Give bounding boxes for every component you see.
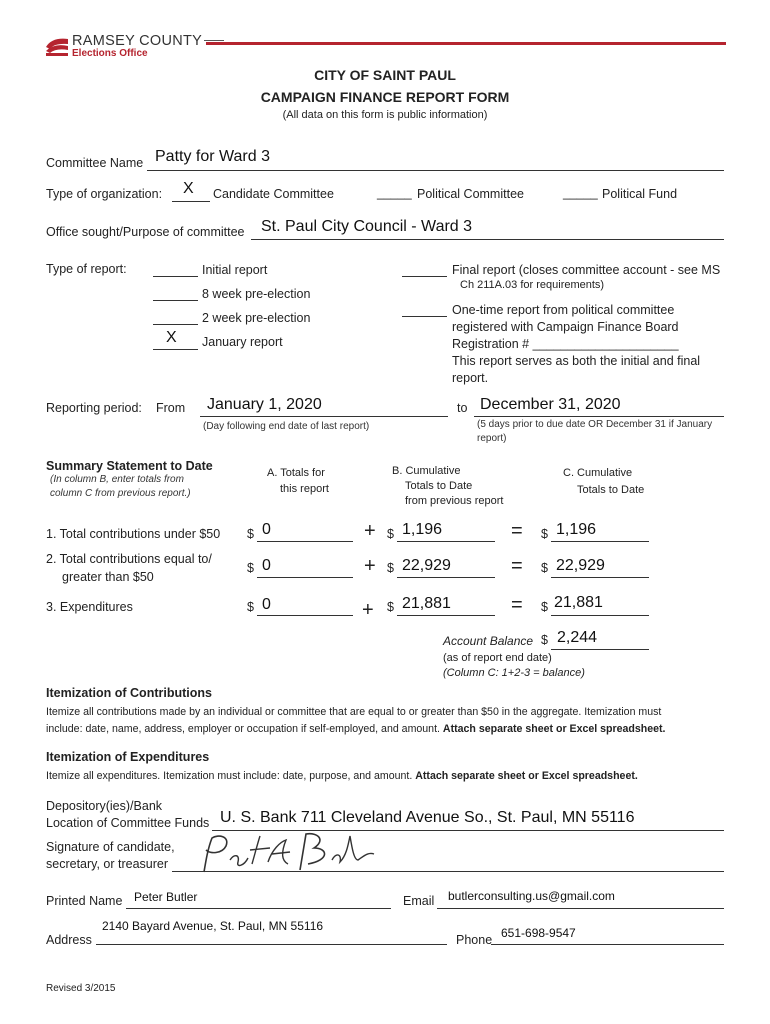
balance-note-1: (as of report end date) <box>443 652 552 664</box>
initial-report-label: Initial report <box>202 263 268 277</box>
row-1-b-value[interactable]: 1,196 <box>402 521 443 538</box>
expenditures-text <box>46 770 638 782</box>
from-label: From <box>156 401 186 415</box>
onetime-report-blank[interactable] <box>402 316 447 317</box>
row-2-label: 2. Total contributions equal to/ <box>46 552 212 566</box>
header-red-bar <box>206 42 726 45</box>
registration-number[interactable]: Registration # _____________________ <box>452 337 679 351</box>
row-2-c-line <box>551 577 649 578</box>
row-2-a-currency: $ <box>247 561 254 575</box>
final-report-blank[interactable] <box>402 276 447 277</box>
row-1-b-line <box>397 541 495 542</box>
signature-label: Signature of candidate, <box>46 840 175 854</box>
email-line <box>437 908 724 909</box>
row-3-b-line <box>397 615 495 616</box>
eight-week-label: 8 week pre-election <box>202 287 311 301</box>
row-1-plus: + <box>364 520 376 542</box>
from-date-line <box>200 416 448 417</box>
office-sought-label: Office sought/Purpose of committee <box>46 225 245 239</box>
from-date-value[interactable]: January 1, 2020 <box>207 396 322 413</box>
depository-label: Depository(ies)/Bank <box>46 799 163 813</box>
row-1-b-currency: $ <box>387 527 394 541</box>
onetime-line-5: report. <box>452 371 489 385</box>
email-value[interactable]: butlerconsulting.us@gmail.com <box>448 889 615 903</box>
row-1-a-value[interactable]: 0 <box>262 521 271 538</box>
email-label: Email <box>403 894 435 908</box>
row-1-label: 1. Total contributions under $50 <box>46 527 221 541</box>
phone-value[interactable]: 651-698-9547 <box>501 926 576 940</box>
signature-label-2: secretary, or treasurer <box>46 857 169 871</box>
account-balance-line <box>551 649 649 650</box>
printed-name-line <box>126 908 391 909</box>
column-a-header: A. Totals for <box>267 467 325 479</box>
row-1-a-line <box>257 541 353 542</box>
row-2-b-value[interactable]: 22,929 <box>402 557 451 574</box>
row-1-c-line <box>551 541 649 542</box>
contributions-attach-note: Attach separate sheet or Excel spreadsheet. <box>442 723 666 735</box>
balance-note-2: (Column C: 1+2-3 = balance) <box>443 667 585 679</box>
contributions-heading: Itemization of Contributions <box>46 686 212 700</box>
organization-type-label: Type of organization: <box>46 187 163 201</box>
row-2-b-currency: $ <box>387 561 394 575</box>
row-3-a-line <box>257 615 353 616</box>
row-1-equals: = <box>511 520 523 542</box>
two-week-blank[interactable] <box>153 324 198 325</box>
row-3-equals: = <box>511 594 523 616</box>
row-3-c-value[interactable]: 21,881 <box>554 594 603 611</box>
row-3-label: 3. Expenditures <box>46 600 133 614</box>
county-subtitle: Elections Office <box>72 48 148 59</box>
row-2-c-value[interactable]: 22,929 <box>556 557 605 574</box>
political-committee-blank[interactable]: _____ <box>377 186 412 200</box>
row-2-a-value[interactable]: 0 <box>262 557 271 574</box>
summary-title: Summary Statement to Date <box>46 459 213 473</box>
column-b-header-3: from previous report <box>405 495 504 507</box>
row-2-plus: + <box>364 555 376 577</box>
expenditures-attach-note: Attach separate sheet or Excel spreadsheet. <box>415 770 638 782</box>
column-b-header-2: Totals to Date <box>405 480 473 492</box>
phone-line <box>491 944 724 945</box>
row-2-a-line <box>257 577 353 578</box>
printed-name-value[interactable]: Peter Butler <box>134 890 198 904</box>
to-note-2: report) <box>477 433 507 444</box>
final-report-note: Ch 211A.03 for requirements) <box>460 279 605 291</box>
contributions-text-1: Itemize all contributions made by an individual or committee that are equal to or greater than $50 in the aggregate. Itemization must <box>46 706 662 718</box>
report-type-label: Type of report: <box>46 262 127 276</box>
row-3-c-currency: $ <box>541 600 548 614</box>
two-week-label: 2 week pre-election <box>202 311 311 325</box>
phone-label: Phone <box>456 933 493 947</box>
final-report-label: Final report (closes committee account - see MS <box>452 263 721 277</box>
to-label: to <box>457 401 468 415</box>
from-note: (Day following end date of last report) <box>203 421 370 432</box>
account-balance-label: Account Balance <box>443 634 534 648</box>
revision-note: Revised 3/2015 <box>46 983 116 994</box>
row-2-label-2: greater than $50 <box>62 570 154 584</box>
form-subtitle: (All data on this form is public information) <box>282 109 488 121</box>
initial-report-blank[interactable] <box>153 276 198 277</box>
account-balance-value[interactable]: 2,244 <box>557 629 598 646</box>
office-sought-value[interactable]: St. Paul City Council - Ward 3 <box>261 218 473 235</box>
committee-name-line <box>147 170 724 171</box>
candidate-committee-mark[interactable]: X <box>183 180 194 197</box>
account-balance-currency: $ <box>541 633 548 647</box>
row-1-c-currency: $ <box>541 527 548 541</box>
candidate-committee-blank <box>172 201 210 202</box>
ramsey-county-logo-icon <box>44 35 70 57</box>
onetime-line-1: One-time report from political committee <box>452 303 675 317</box>
row-2-equals: = <box>511 555 523 577</box>
column-c-header: C. Cumulative <box>563 467 633 479</box>
form-title-2: CAMPAIGN FINANCE REPORT FORM <box>260 89 510 105</box>
to-date-line <box>474 416 724 417</box>
column-b-header: B. Cumulative <box>392 465 461 477</box>
column-c-header-2: Totals to Date <box>577 484 645 496</box>
handwritten-signature <box>196 830 386 880</box>
onetime-line-4: This report serves as both the initial and final <box>452 354 701 368</box>
office-sought-line <box>251 239 724 240</box>
county-name: RAMSEY COUNTY <box>72 33 203 49</box>
county-logo <box>44 33 734 61</box>
expenditures-heading: Itemization of Expenditures <box>46 750 210 764</box>
depository-label-2: Location of Committee Funds <box>46 816 210 830</box>
to-date-value[interactable]: December 31, 2020 <box>480 396 621 413</box>
address-label: Address <box>46 933 92 947</box>
row-2-b-line <box>397 577 495 578</box>
eight-week-blank[interactable] <box>153 300 198 301</box>
january-report-label: January report <box>202 335 283 349</box>
candidate-committee-label: Candidate Committee <box>213 187 334 201</box>
row-2-c-currency: $ <box>541 561 548 575</box>
january-report-mark[interactable]: X <box>166 329 177 346</box>
row-3-b-value[interactable]: 21,881 <box>402 595 451 612</box>
row-1-c-value[interactable]: 1,196 <box>556 521 597 538</box>
to-note: (5 days prior to due date OR December 31 if January <box>477 419 713 430</box>
row-3-a-currency: $ <box>247 600 254 614</box>
depository-value[interactable]: U. S. Bank 711 Cleveland Avenue So., St. Paul, MN 55116 <box>220 809 635 826</box>
address-value[interactable]: 2140 Bayard Avenue, St. Paul, MN 55116 <box>102 919 324 933</box>
january-report-blank <box>153 349 198 350</box>
header-rule <box>204 40 224 41</box>
contributions-text-2: include: date, name, address, employer or occupation if self-employed, and amount. <box>46 723 440 735</box>
printed-name-label: Printed Name <box>46 894 123 908</box>
form-title: CITY OF SAINT PAUL <box>314 67 456 83</box>
row-3-c-line <box>551 615 649 616</box>
row-3-plus: + <box>362 599 374 621</box>
expenditures-text-1: Itemize all expenditures. Itemization must include: date, purpose, and amount. <box>46 770 413 782</box>
contributions-text <box>46 704 736 738</box>
column-a-header-2: this report <box>280 483 329 495</box>
committee-name-label: Committee Name <box>46 156 144 170</box>
address-line <box>96 944 447 945</box>
reporting-period-label: Reporting period: <box>46 401 142 415</box>
political-committee-label: Political Committee <box>417 187 524 201</box>
summary-note-1: (In column B, enter totals from <box>50 474 184 485</box>
row-3-b-currency: $ <box>387 600 394 614</box>
political-fund-label: Political Fund <box>602 187 678 201</box>
summary-note-2: column C from previous report.) <box>50 488 191 499</box>
onetime-line-2: registered with Campaign Finance Board <box>452 320 679 334</box>
committee-name-value[interactable]: Patty for Ward 3 <box>155 148 270 165</box>
row-1-a-currency: $ <box>247 527 254 541</box>
row-3-a-value[interactable]: 0 <box>262 596 271 613</box>
political-fund-blank[interactable]: _____ <box>563 186 598 200</box>
